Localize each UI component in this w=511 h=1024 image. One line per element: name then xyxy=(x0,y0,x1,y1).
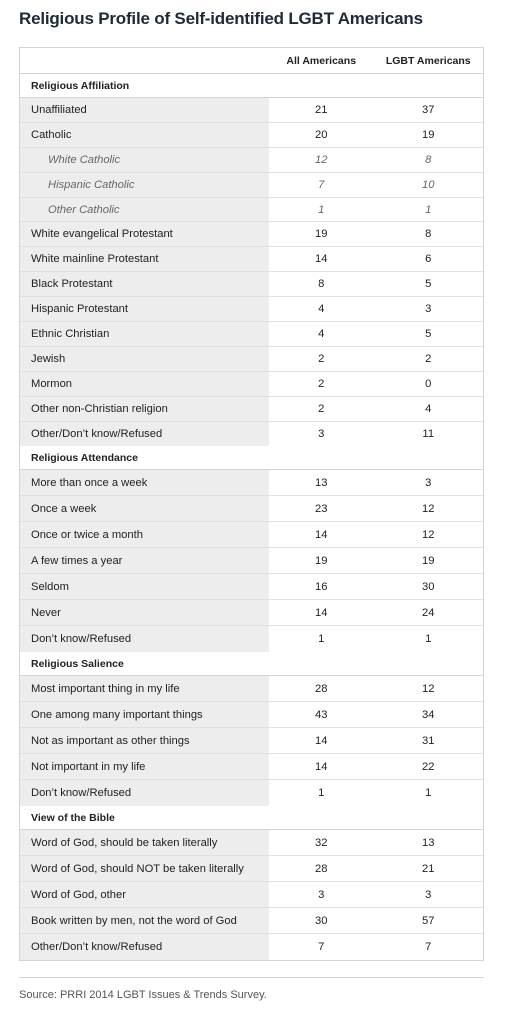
lgbt-americans-value: 57 xyxy=(422,914,435,927)
section-header-sal xyxy=(20,652,483,676)
table-row xyxy=(20,676,483,702)
table-row xyxy=(20,496,483,522)
row-label: Ethnic Christian xyxy=(20,322,269,346)
row-label: A few times a year xyxy=(20,548,269,573)
section-rows-sal xyxy=(20,676,483,806)
lgbt-americans-value: 3 xyxy=(425,303,432,316)
lgbt-americans-value: 24 xyxy=(422,606,435,619)
row-label: Catholic xyxy=(20,123,269,147)
row-label: Not important in my life xyxy=(20,754,269,779)
all-americans-value: 3 xyxy=(318,428,325,441)
lgbt-americans-value: 12 xyxy=(422,528,435,541)
all-americans-value: 2 xyxy=(318,402,325,415)
lgbt-americans-value: 13 xyxy=(422,836,435,849)
row-label: Not as important as other things xyxy=(20,728,269,753)
row-label: Don’t know/Refused xyxy=(20,626,269,652)
row-label: Don’t know/Refused xyxy=(20,780,269,806)
all-americans-value: 14 xyxy=(314,528,328,541)
all-americans-value: 7 xyxy=(318,178,325,191)
source-note: Source: PRRI 2014 LGBT Issues & Trends Survey. xyxy=(19,989,267,1001)
all-americans-value: 14 xyxy=(314,734,328,747)
all-americans-value: 16 xyxy=(314,580,328,593)
profile-table xyxy=(19,47,484,961)
row-label: Black Protestant xyxy=(20,272,269,296)
table-row xyxy=(20,548,483,574)
table-row xyxy=(20,728,483,754)
row-label: Word of God, should be taken literally xyxy=(20,830,269,855)
all-americans-value: 23 xyxy=(314,502,328,515)
row-label: One among many important things xyxy=(20,702,269,727)
lgbt-americans-value: 22 xyxy=(422,760,435,773)
row-label: Hispanic Protestant xyxy=(20,297,269,321)
all-americans-value: 4 xyxy=(318,303,325,316)
table-row xyxy=(20,522,483,548)
all-americans-value: 1 xyxy=(318,203,325,216)
row-label: Hispanic Catholic xyxy=(20,173,269,197)
all-americans-value: 4 xyxy=(318,327,325,340)
lgbt-americans-value: 19 xyxy=(422,554,435,567)
table-row xyxy=(20,322,483,347)
row-label: Unaffiliated xyxy=(20,98,269,122)
column-header-lgbt-americans: LGBT Americans xyxy=(385,54,471,67)
lgbt-americans-value: 12 xyxy=(422,682,435,695)
all-americans-value: 32 xyxy=(314,836,328,849)
lgbt-americans-value: 37 xyxy=(422,103,435,116)
table-row xyxy=(20,626,483,652)
section-header-att xyxy=(20,446,483,470)
lgbt-americans-value: 5 xyxy=(425,278,432,291)
row-label: Book written by men, not the word of God xyxy=(20,908,269,933)
table-row xyxy=(20,198,483,223)
row-label: Other Catholic xyxy=(20,198,269,222)
lgbt-americans-value: 12 xyxy=(422,502,435,515)
row-label: Jewish xyxy=(20,347,269,371)
row-label: Word of God, should NOT be taken literally xyxy=(20,856,269,881)
table-row xyxy=(20,297,483,322)
lgbt-americans-value: 1 xyxy=(425,203,432,216)
table-row xyxy=(20,148,483,173)
all-americans-value: 19 xyxy=(314,228,328,241)
table-row xyxy=(20,123,483,148)
table-body xyxy=(20,74,483,960)
lgbt-americans-value: 5 xyxy=(425,327,432,340)
lgbt-americans-value: 0 xyxy=(425,377,432,390)
row-label: Seldom xyxy=(20,574,269,599)
lgbt-americans-value: 31 xyxy=(422,734,435,747)
all-americans-value: 1 xyxy=(318,633,325,646)
row-label: Word of God, other xyxy=(20,882,269,907)
section-rows-att xyxy=(20,470,483,652)
table-row xyxy=(20,247,483,272)
table-row xyxy=(20,470,483,496)
lgbt-americans-value: 8 xyxy=(425,228,432,241)
row-label: Other/Don’t know/Refused xyxy=(20,422,269,447)
table-header-row xyxy=(20,48,483,74)
lgbt-americans-value: 19 xyxy=(422,128,435,141)
table-row xyxy=(20,272,483,297)
lgbt-americans-value: 30 xyxy=(422,580,435,593)
row-label: Other/Don’t know/Refused xyxy=(20,934,269,960)
section-rows-bib xyxy=(20,830,483,960)
table-row xyxy=(20,856,483,882)
table-row xyxy=(20,397,483,422)
table-row xyxy=(20,754,483,780)
all-americans-value: 12 xyxy=(315,153,328,166)
all-americans-value: 30 xyxy=(314,914,328,927)
all-americans-value: 21 xyxy=(314,103,328,116)
lgbt-americans-value: 34 xyxy=(422,708,435,721)
section-title: Religious Attendance xyxy=(31,451,138,464)
all-americans-value: 20 xyxy=(314,128,328,141)
all-americans-value: 3 xyxy=(318,888,325,901)
table-row xyxy=(20,173,483,198)
row-label: More than once a week xyxy=(20,470,269,495)
table-row xyxy=(20,830,483,856)
all-americans-value: 14 xyxy=(314,606,328,619)
section-rows-aff xyxy=(20,98,483,446)
section-title: View of the Bible xyxy=(31,811,115,824)
section-header-bib xyxy=(20,806,483,830)
section-title: Religious Affiliation xyxy=(31,79,130,92)
all-americans-value: 13 xyxy=(314,476,328,489)
all-americans-value: 2 xyxy=(318,377,325,390)
lgbt-americans-value: 11 xyxy=(422,428,435,441)
all-americans-value: 14 xyxy=(314,760,328,773)
row-label: Once a week xyxy=(20,496,269,521)
row-label: Other non-Christian religion xyxy=(20,397,269,421)
all-americans-value: 28 xyxy=(314,682,328,695)
row-label: Mormon xyxy=(20,372,269,396)
section-title: Religious Salience xyxy=(31,657,124,670)
lgbt-americans-value: 1 xyxy=(425,633,432,646)
all-americans-value: 2 xyxy=(318,352,325,365)
lgbt-americans-value: 3 xyxy=(425,476,432,489)
lgbt-americans-value: 10 xyxy=(422,178,435,191)
all-americans-value: 8 xyxy=(318,278,325,291)
row-label: Once or twice a month xyxy=(20,522,269,547)
all-americans-value: 1 xyxy=(318,787,325,800)
table-row xyxy=(20,600,483,626)
source-divider xyxy=(19,977,484,978)
lgbt-americans-value: 2 xyxy=(425,352,432,365)
lgbt-americans-value: 1 xyxy=(425,787,432,800)
all-americans-value: 43 xyxy=(314,708,328,721)
page-title: Religious Profile of Self-identified LGBT Americans xyxy=(19,9,423,28)
table-row xyxy=(20,780,483,806)
table-row xyxy=(20,908,483,934)
table-row xyxy=(20,574,483,600)
table-row xyxy=(20,347,483,372)
row-label: Never xyxy=(20,600,269,625)
lgbt-americans-value: 4 xyxy=(425,402,432,415)
all-americans-value: 7 xyxy=(318,941,325,954)
table-row xyxy=(20,882,483,908)
row-label: White Catholic xyxy=(20,148,269,172)
table-row xyxy=(20,222,483,247)
table-row xyxy=(20,98,483,123)
table-row xyxy=(20,934,483,960)
table-row xyxy=(20,422,483,447)
all-americans-value: 14 xyxy=(314,253,328,266)
lgbt-americans-value: 6 xyxy=(425,253,432,266)
lgbt-americans-value: 21 xyxy=(422,862,435,875)
all-americans-value: 28 xyxy=(314,862,328,875)
lgbt-americans-value: 7 xyxy=(425,941,432,954)
lgbt-americans-value: 8 xyxy=(425,153,432,166)
table-row xyxy=(20,372,483,397)
section-header-aff xyxy=(20,74,483,98)
column-header-all-americans: All Americans xyxy=(286,54,357,67)
row-label: White mainline Protestant xyxy=(20,247,269,271)
row-label: Most important thing in my life xyxy=(20,676,269,701)
lgbt-americans-value: 3 xyxy=(425,888,432,901)
row-label: White evangelical Protestant xyxy=(20,222,269,246)
table-row xyxy=(20,702,483,728)
all-americans-value: 19 xyxy=(314,554,328,567)
